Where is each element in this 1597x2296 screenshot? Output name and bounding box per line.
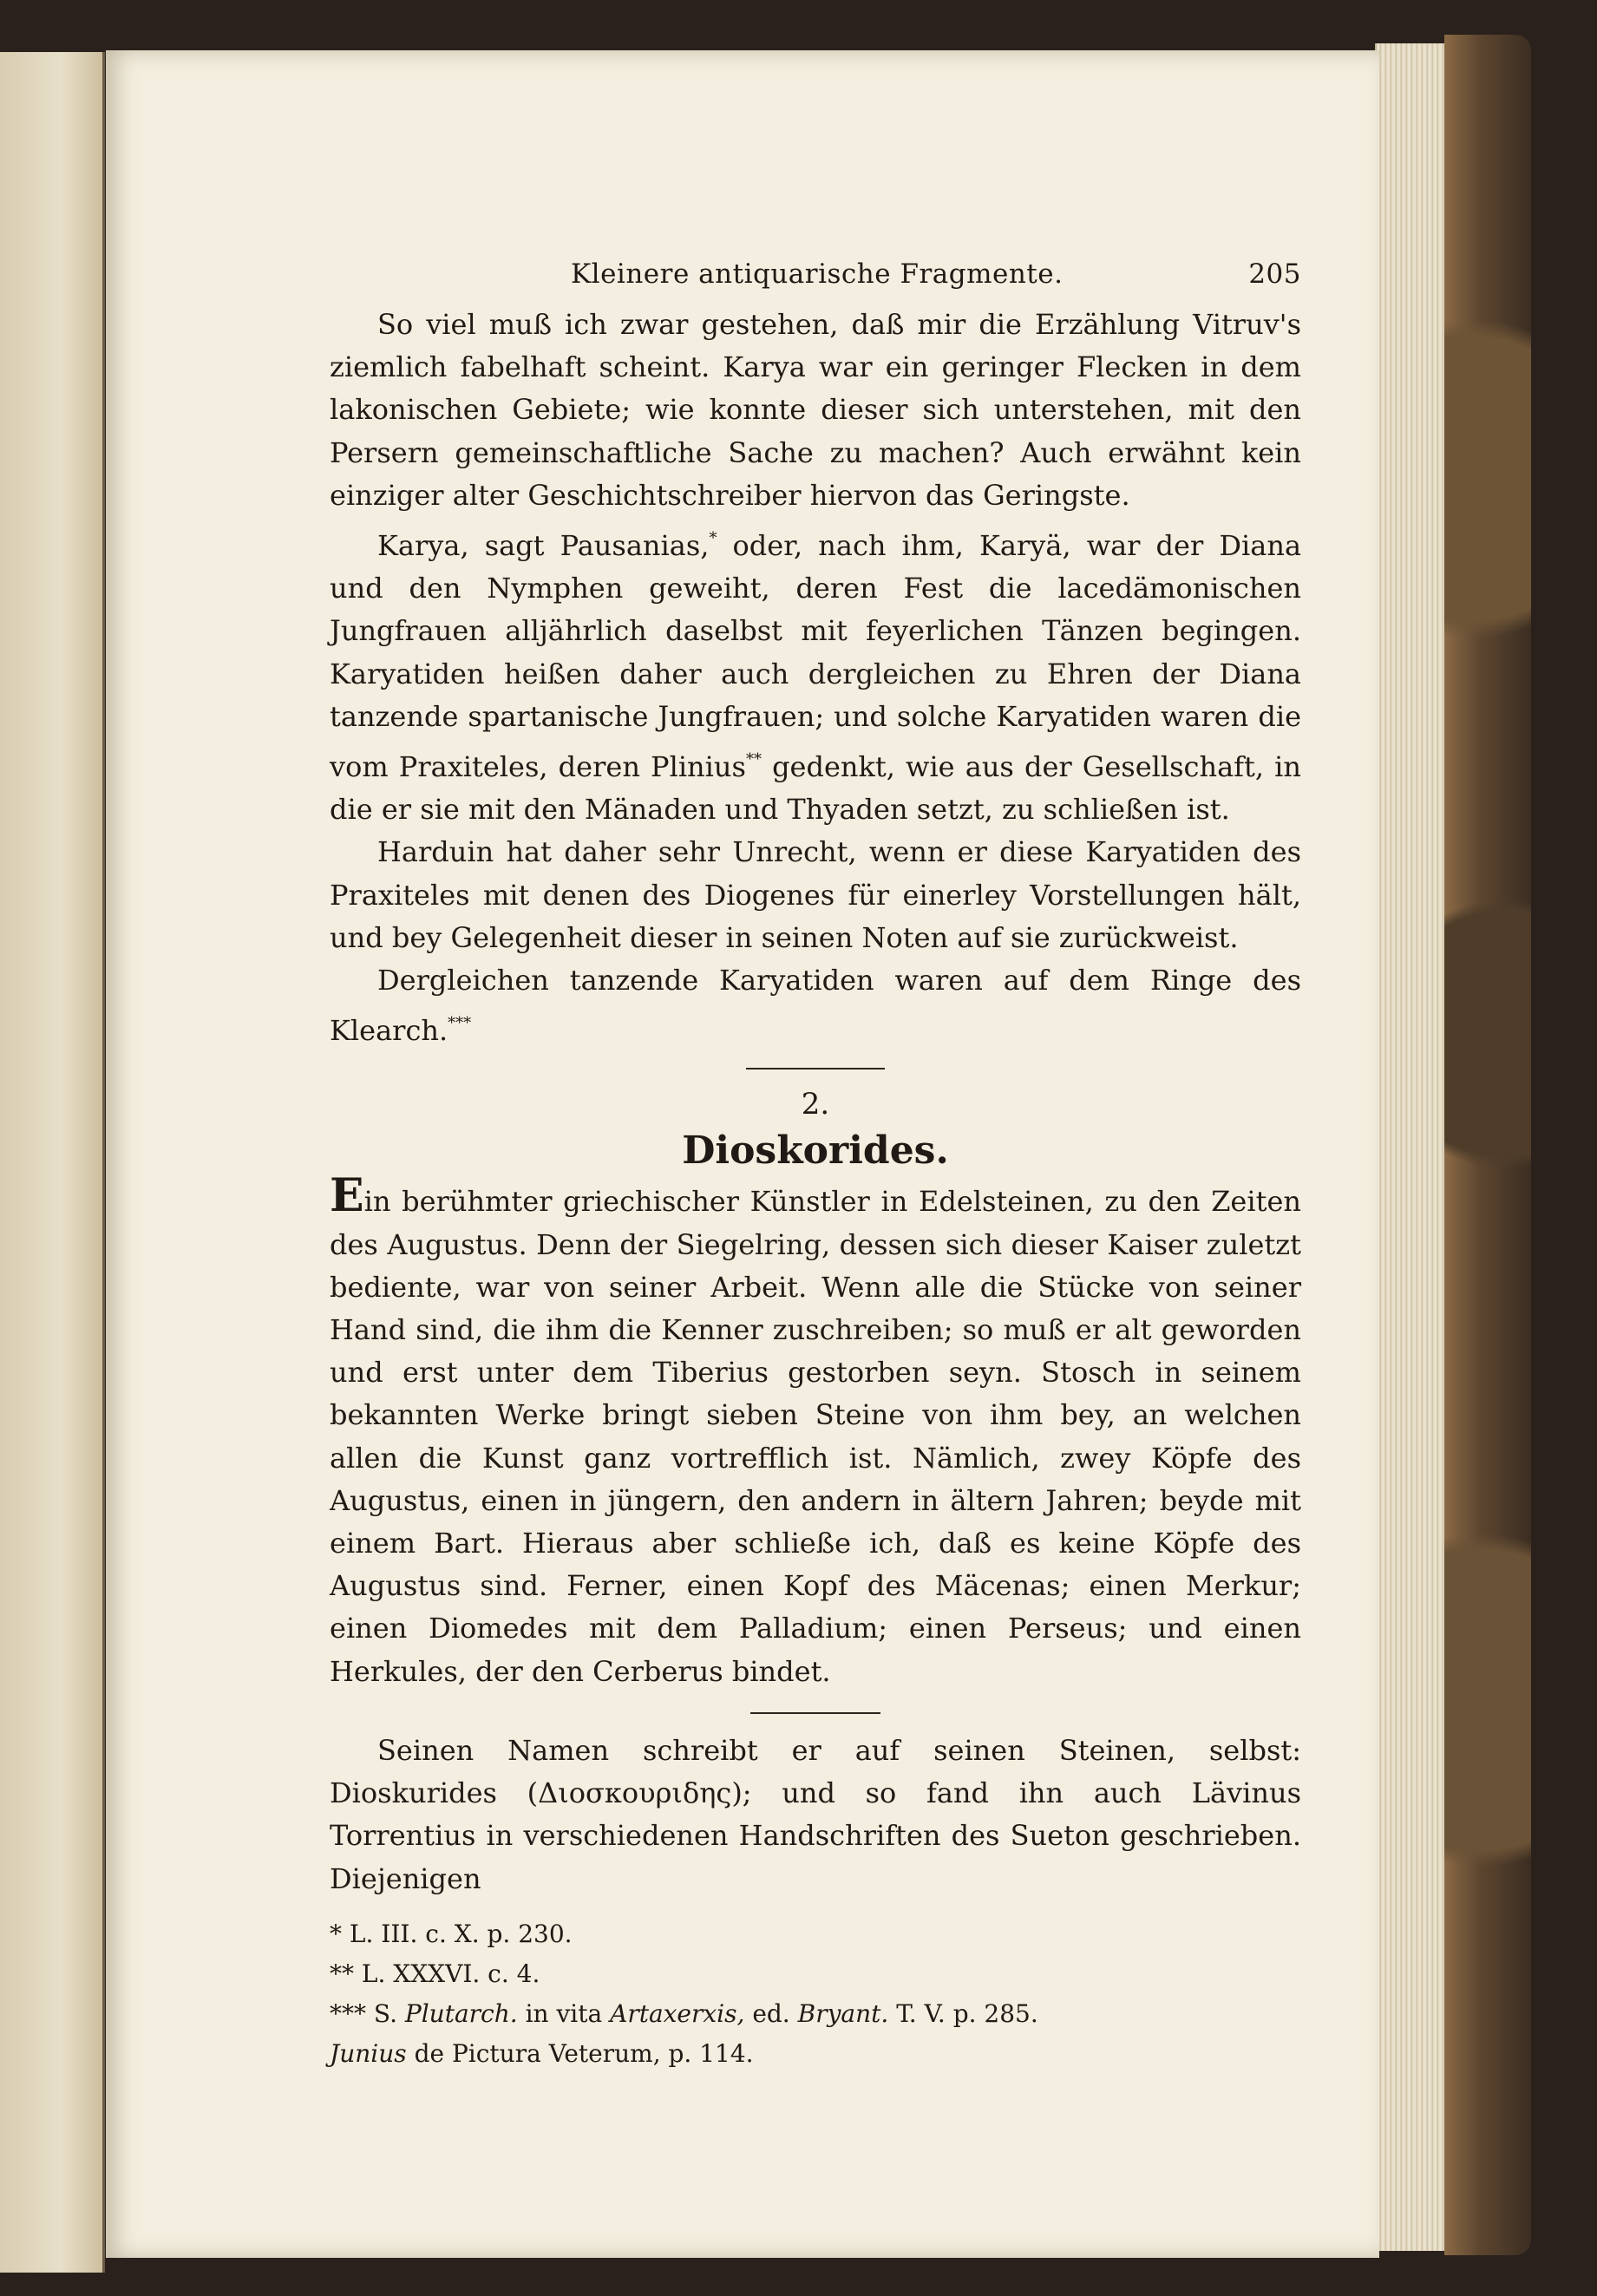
paragraph-2-part-a: Karya, sagt Pausanias, [377, 529, 710, 563]
footnote-1: * L. III. c. X. p. 230. [330, 1919, 573, 1948]
footnote-3-c: in vita [525, 1998, 603, 2028]
section-number: 2. [801, 1087, 830, 1122]
footnote-3-b: Plutarch. [404, 1998, 518, 2028]
footnote-4-b: de Pictura Veterum, p. 114. [414, 2038, 754, 2068]
footnote-3-f: Bryant. [797, 1998, 889, 2028]
text-block [330, 250, 1301, 2074]
footnote-3-a: *** S. [330, 1998, 397, 2028]
paragraph-2-part-b: oder, nach ihm, Karyä, war der Diana und den Nymphen geweiht, deren Fest die lacedämonischen Jungfrauen alljährlich daselbst mit feyerlichen Tänzen begingen. Karyatiden heißen daher auch dergleichen zu Ehren der Diana tanzende spartanische Jungfrauen; und solche Karyatiden waren die vom Praxiteles, deren Plinius [330, 529, 1302, 784]
paragraph-2 [330, 517, 1301, 831]
footnote-mark-1: * [709, 529, 717, 548]
footnote-mark-3: *** [448, 1014, 472, 1033]
footnote-mark-2: ** [745, 750, 762, 769]
footnote-4-a: Junius [330, 2038, 407, 2068]
footnote-3-d: Artaxerxis, [610, 1998, 745, 2028]
page-number: 205 [1248, 258, 1301, 290]
footnote-4 [330, 2034, 1301, 2074]
footnote-divider [750, 1712, 880, 1714]
paragraph-1: So viel muß ich zwar gestehen, daß mir die Erzählung Vitruv's ziemlich fabelhaft scheint. Karya war ein geringer Flecken in dem lakonischen Gebiete; wie konnte dieser sich unterstehen, mit den Persern gemeinschaftliche Sache zu machen? Auch erwähnt kein einziger alter Geschichtschreiber hiervon das Geringste. [330, 308, 1301, 512]
footnote-2: ** L. XXXVI. c. 4. [330, 1959, 540, 1988]
paragraph-3: Harduin hat daher sehr Unrecht, wenn er diese Karyatiden des Praxiteles mit denen des Diogenes für einerley Vorstellungen hält, und bey Gelegenheit dieser in seinen Noten auf sie zurückweist. [330, 835, 1301, 954]
book-cover [1444, 35, 1531, 2255]
footnote-3-g: T. V. p. 285. [896, 1998, 1038, 2028]
footnotes [330, 1914, 1301, 2074]
paragraph-5-text: in berühmter griechischer Künstler in Edelsteinen, zu den Zeiten des Augustus. Denn der Siegelring, dessen sich dieser Kaiser zuletzt bediente, war von seiner Arbeit. Wenn alle die Stücke von seiner Hand sind, die ihm die Kenner zuschreiben; so muß er alt geworden und erst unter dem Tiberius gestorben seyn. Stosch in seinem bekannten Werke bringt sieben Steine von ihm bey, an welchen allen die Kunst ganz vortrefflich ist. Nämlich, zwey Köpfe des Augustus, einen in jüngern, den andern in ältern Jahren; beyde mit einem Bart. Hieraus aber schließe ich, daß es keine Köpfe des Augustus sind. Ferner, einen Kopf des Mäcenas; einen Merkur; einen Diomedes mit dem Palladium; einen Perseus; und einen Herkules, der den Cerberus bindet. [330, 1185, 1301, 1688]
running-title: Kleinere antiquarische Fragmente. [571, 258, 1064, 290]
section-title: Dioskorides. [682, 1128, 949, 1174]
section-divider [746, 1068, 885, 1070]
drop-cap: E [330, 1169, 364, 1223]
footnote-3-e: ed. [752, 1998, 790, 2028]
paragraph-4-text: Dergleichen tanzende Karyatiden waren auf dem Ringe des Klearch. [330, 964, 1301, 1048]
page-stack-edge [1375, 43, 1446, 2251]
running-head [330, 250, 1301, 304]
paragraph-2-part-c: gedenkt, wie aus der Gesellschaft, in die er sie mit den Mänaden und Thyaden setzt, zu schließen ist. [330, 750, 1302, 827]
book-page [106, 50, 1379, 2258]
facing-page-edge [0, 52, 105, 2273]
paragraph-4 [330, 959, 1301, 1052]
paragraph-5 [330, 1169, 1301, 1692]
paragraph-6: Seinen Namen schreibt er auf seinen Steinen, selbst: Dioskurides (Διοσκουριδης); und so fand ihn auch Lävinus Torrentius in verschiedenen Handschriften des Sueton geschrieben. Diejenigen [330, 1733, 1301, 1895]
footnote-3 [330, 1994, 1301, 2034]
